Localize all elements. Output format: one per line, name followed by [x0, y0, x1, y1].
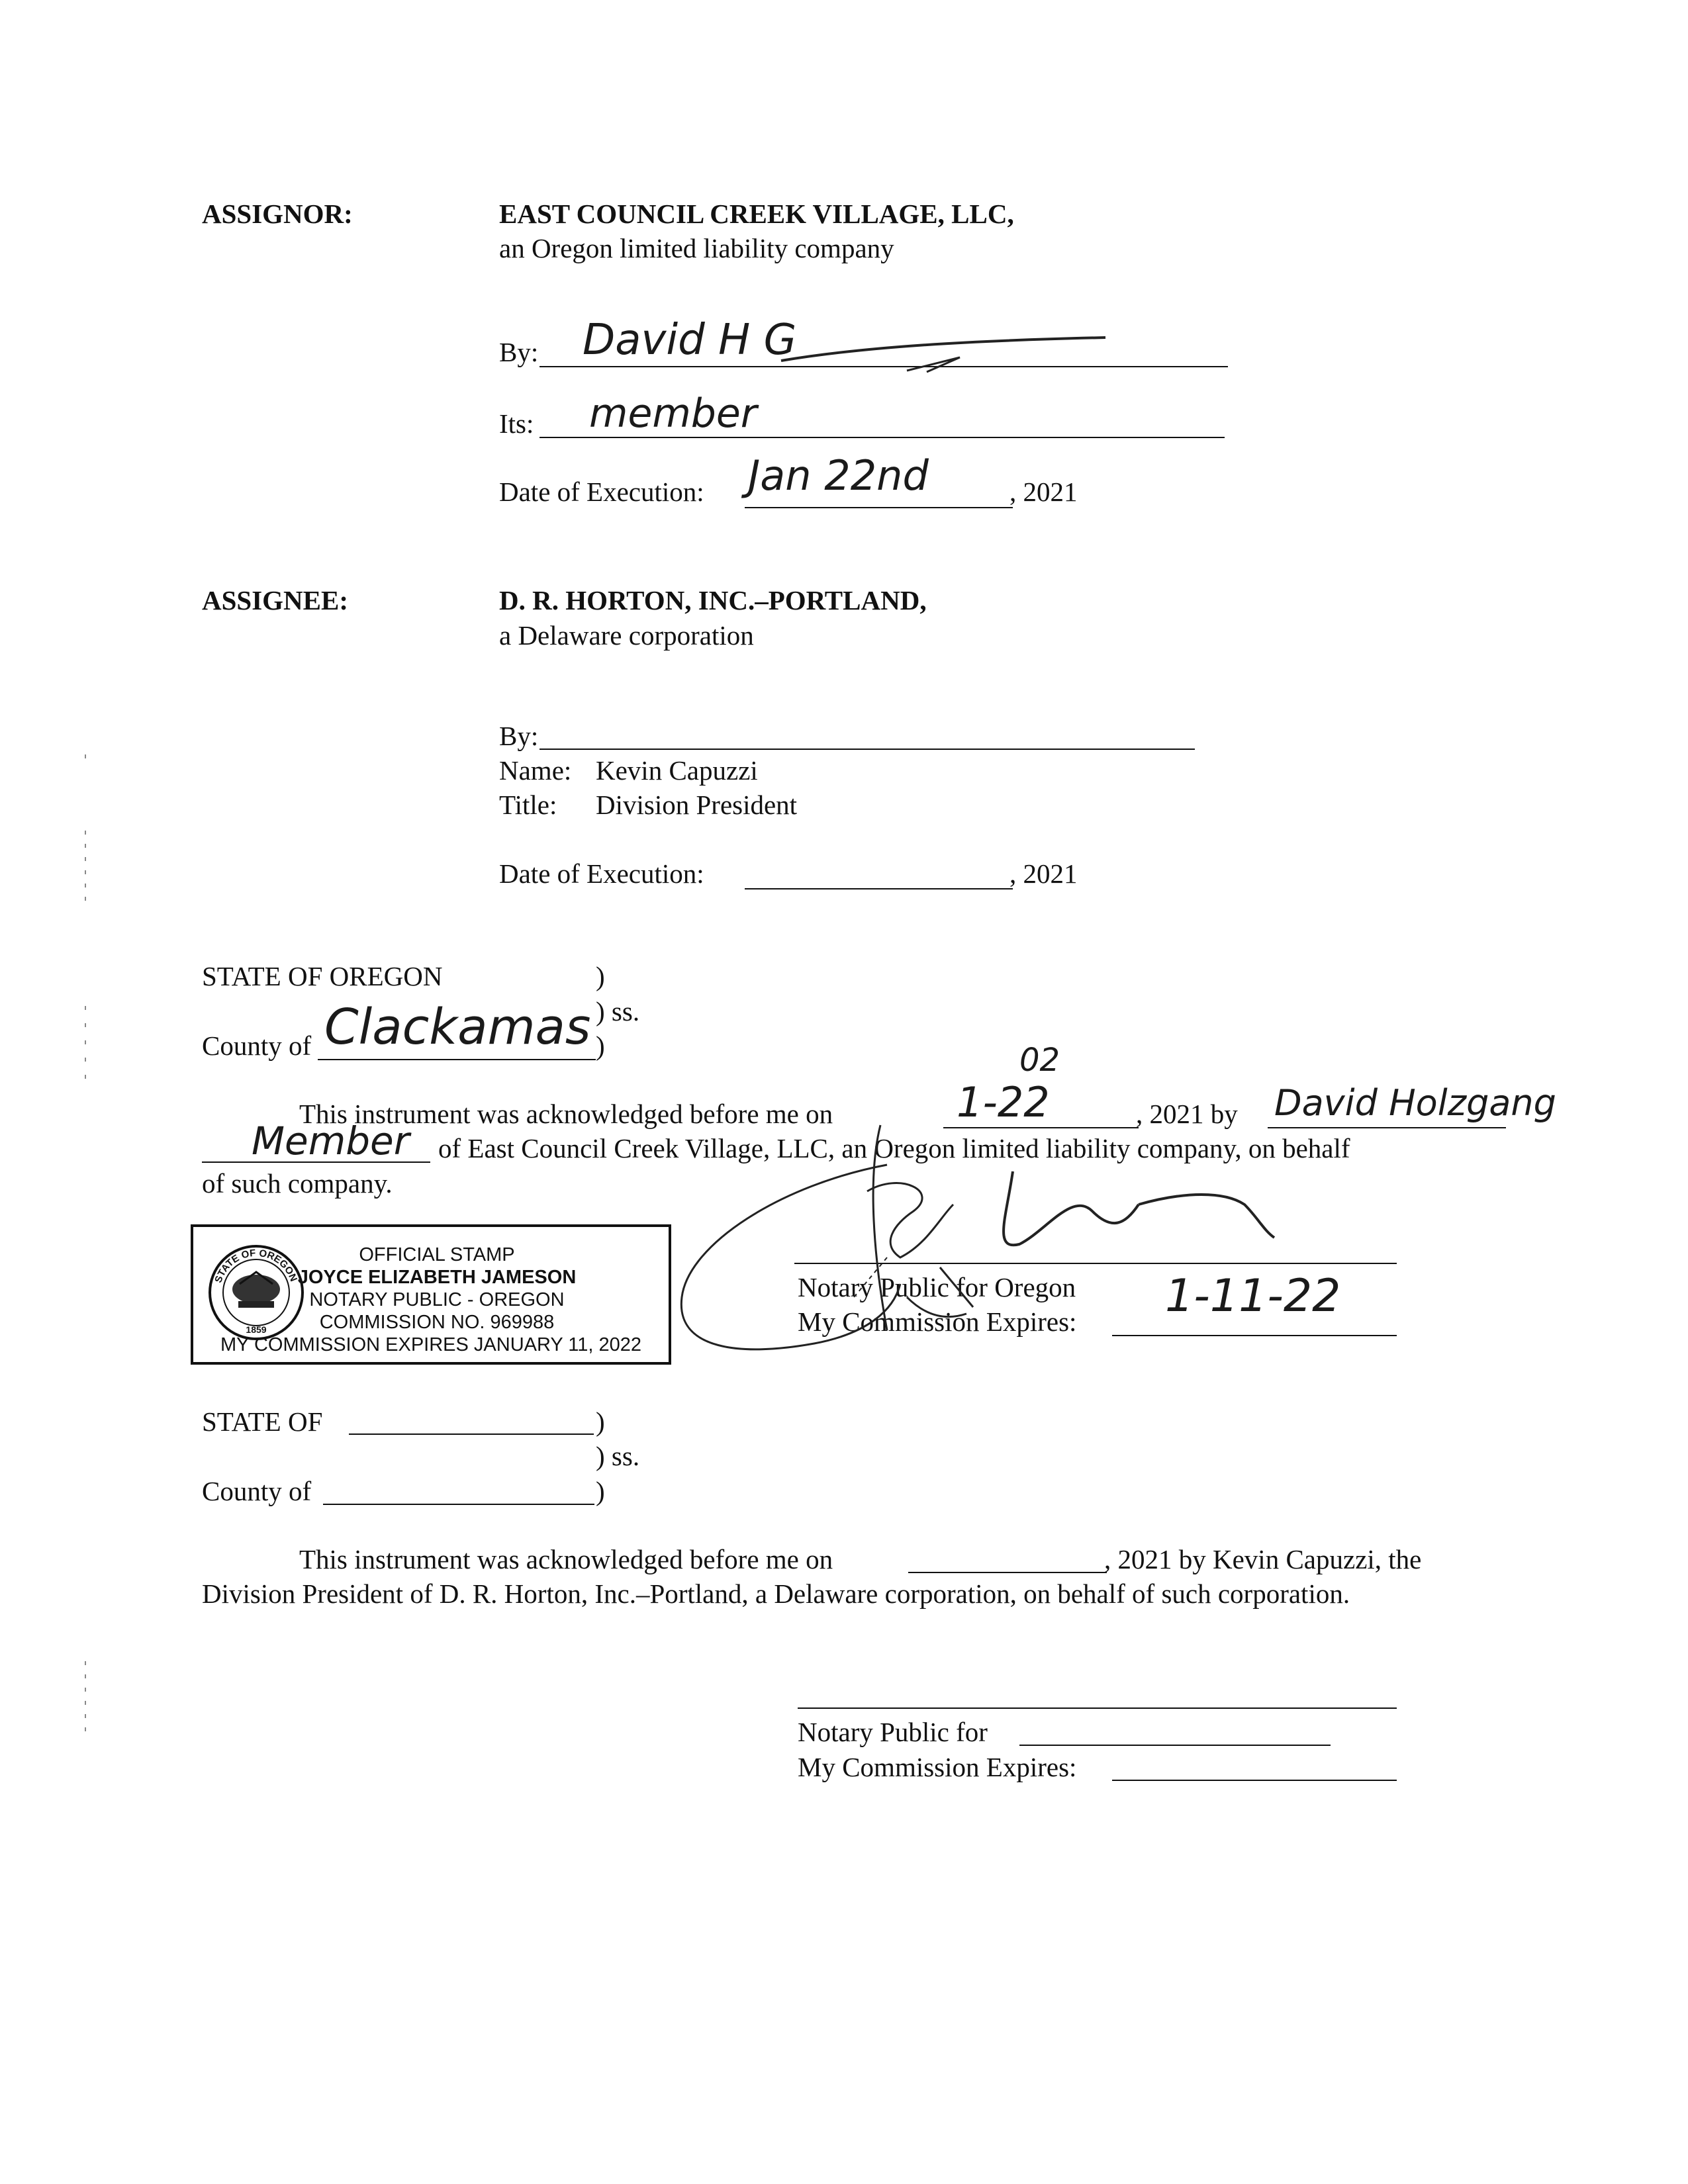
notary1-date-annotation: 02: [1019, 1042, 1060, 1079]
assignor-company: EAST COUNCIL CREEK VILLAGE, LLC,: [499, 199, 1014, 229]
notary1-line2-text: of East Council Creek Village, LLC, an Oregon limited liability company, on behalf: [438, 1133, 1350, 1163]
notary2-commission-line[interactable]: [1112, 1780, 1397, 1781]
assignor-date-year: , 2021: [1009, 477, 1078, 507]
assignor-label: ASSIGNOR:: [202, 199, 353, 229]
notary2-public-for-line[interactable]: [1019, 1745, 1331, 1746]
notary2-ss: ) ss.: [596, 1441, 640, 1471]
notary2-signature-line[interactable]: [798, 1707, 1397, 1709]
notary1-county-value: Clackamas: [324, 999, 591, 1056]
stamp-line-4: COMMISSION NO. 969988: [319, 1312, 555, 1333]
stamp-line-5: MY COMMISSION EXPIRES JANUARY 11, 2022: [220, 1334, 642, 1355]
notary1-commission-label: My Commission Expires:: [798, 1306, 1077, 1337]
notary2-line1-rest: , 2021 by Kevin Capuzzi, the: [1104, 1544, 1422, 1574]
notary1-line1-year: , 2021 by: [1136, 1099, 1238, 1129]
assignee-date-year: , 2021: [1009, 858, 1078, 889]
notary2-date-line[interactable]: [908, 1572, 1107, 1573]
assignor-description: an Oregon limited liability company: [499, 233, 894, 263]
assignee-label: ASSIGNEE:: [202, 585, 349, 615]
notary1-name-value: David Holzgang: [1274, 1082, 1556, 1124]
stamp-line-2: JOYCE ELIZABETH JAMESON: [297, 1267, 577, 1288]
svg-text:STATE OF OREGON: STATE OF OREGON: [212, 1247, 300, 1285]
notary1-state: STATE OF OREGON: [202, 961, 443, 991]
notary2-state-label: STATE OF: [202, 1406, 323, 1437]
notary2-line2-text: Division President of D. R. Horton, Inc.–Portland, a Delaware corporation, on behalf of such corporation.: [202, 1578, 1350, 1609]
stamp-line-3: NOTARY PUBLIC - OREGON: [309, 1289, 565, 1310]
notary1-ss: ) ss.: [596, 996, 640, 1026]
notary2-commission-label: My Commission Expires:: [798, 1752, 1077, 1782]
notary2-state-line[interactable]: [349, 1433, 594, 1435]
notary1-date-value: 1-22: [957, 1078, 1050, 1126]
stamp-line-1: OFFICIAL STAMP: [359, 1244, 515, 1265]
assignee-date-label: Date of Execution:: [499, 858, 704, 889]
notary1-public-for: Notary Public for Oregon: [798, 1272, 1076, 1302]
assignor-its-value: member: [589, 390, 757, 437]
notary2-paren-top: ): [596, 1406, 605, 1437]
notary2-public-for: Notary Public for: [798, 1717, 988, 1747]
assignee-company: D. R. HORTON, INC.–PORTLAND,: [499, 585, 927, 615]
svg-text:1859: 1859: [246, 1324, 267, 1335]
assignee-title-value: Division President: [596, 790, 798, 820]
assignee-name-label: Name:: [499, 755, 572, 786]
assignor-date-label: Date of Execution:: [499, 477, 704, 507]
notary2-county-label: County of: [202, 1476, 312, 1506]
notary1-title-value: Member: [252, 1118, 410, 1163]
scan-margin-mark: [85, 754, 86, 758]
scan-margin-mark: [85, 1661, 86, 1741]
assignor-its-label: Its:: [499, 408, 534, 439]
notary2-line1-text: This instrument was acknowledged before me on: [299, 1544, 833, 1574]
assignor-date-value: Jan 22nd: [748, 451, 929, 500]
notary1-commission-value: 1-11-22: [1165, 1270, 1341, 1322]
assignor-by-signature: David H G: [583, 316, 797, 365]
assignee-title-label: Title:: [499, 790, 557, 820]
notary2-county-line[interactable]: [323, 1504, 594, 1505]
notary1-line3-text: of such company.: [202, 1168, 393, 1199]
assignee-by-label: By:: [499, 721, 539, 751]
scan-margin-mark: [85, 831, 86, 903]
scan-margin-mark: [85, 1006, 86, 1079]
assignee-description: a Delaware corporation: [499, 620, 754, 651]
notary1-paren-bottom: ): [596, 1030, 605, 1061]
notary2-paren-bottom: ): [596, 1476, 605, 1506]
assignee-name-value: Kevin Capuzzi: [596, 755, 758, 786]
notary1-county-label: County of: [202, 1030, 312, 1061]
notary1-line1-text: This instrument was acknowledged before me on: [299, 1099, 833, 1129]
assignor-by-label: By:: [499, 337, 539, 367]
notary1-paren-top: ): [596, 961, 605, 991]
